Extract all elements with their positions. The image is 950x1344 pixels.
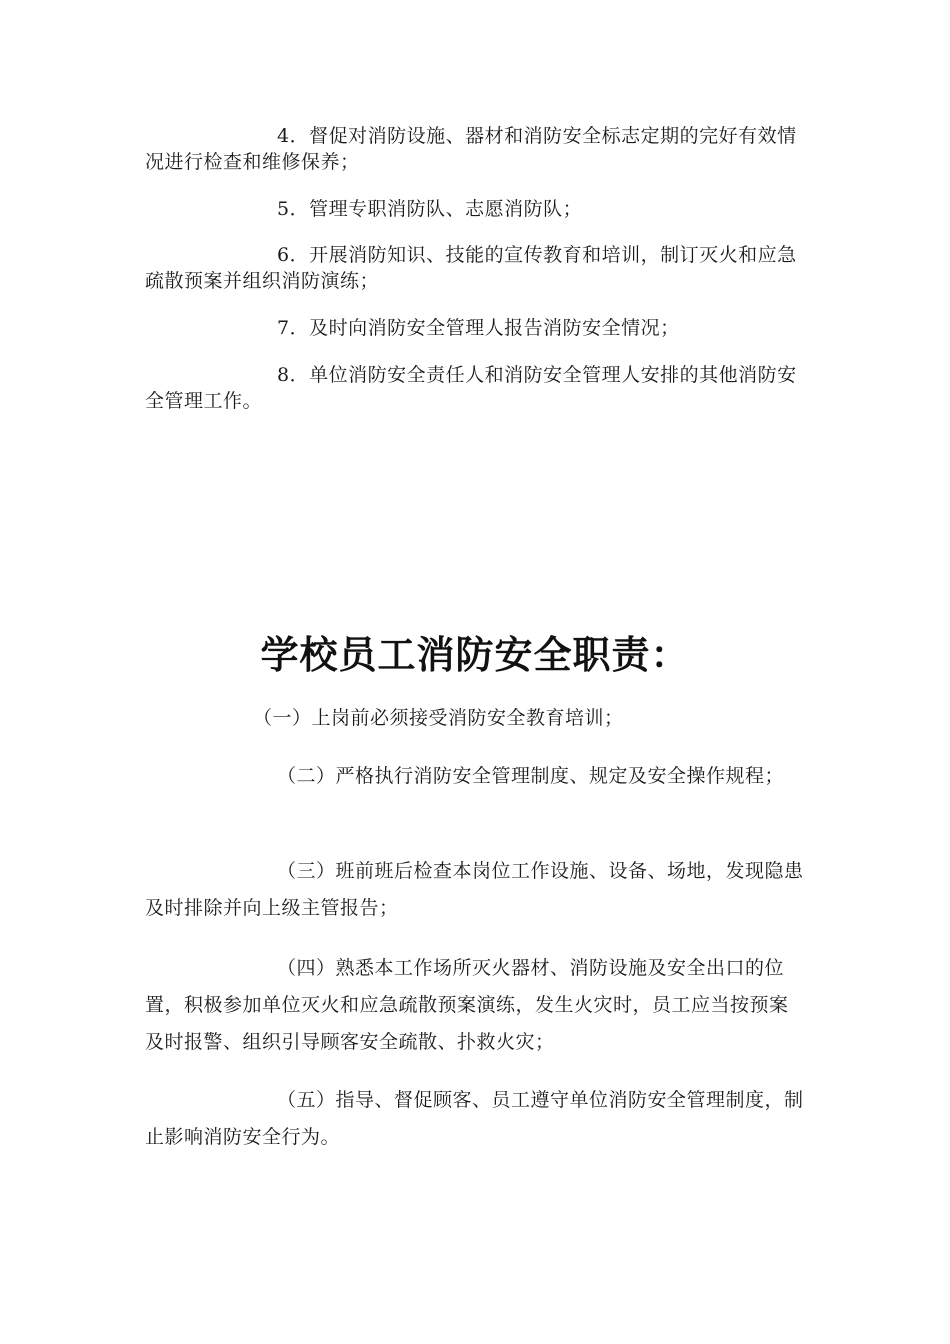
staff-duty-5: （五）指导、督促顾客、员工遵守单位消防安全管理制度，制止影响消防安全行为。 [145,1089,804,1148]
manager-duty-5: 5．管理专职消防队、志愿消防队； [277,198,583,220]
staff-duty-2: （二）严格执行消防安全管理制度、规定及安全操作规程； [277,765,785,787]
staff-section-title: 学校员工消防安全职责： [260,633,690,677]
manager-duty-4: 4．督促对消防设施、器材和消防安全标志定期的完好有效情况进行检查和维修保养； [145,125,797,173]
staff-duty-1: （一）上岗前必须接受消防安全教育培训； [253,707,624,729]
manager-duty-6: 6．开展消防知识、技能的宣传教育和培训，制订灭火和应急疏散预案并组织消防演练； [145,244,797,292]
staff-duty-4: （四）熟悉本工作场所灭火器材、消防设施及安全出口的位置，积极参加单位灭火和应急疏散预案演练，发生火灾时，员工应当按预案及时报警、组织引导顾客安全疏散、扑救火灾； [145,957,789,1053]
manager-duty-8: 8．单位消防安全责任人和消防安全管理人安排的其他消防安全管理工作。 [145,364,797,412]
manager-duty-7: 7．及时向消防安全管理人报告消防安全情况； [277,317,680,339]
staff-duty-3: （三）班前班后检查本岗位工作设施、设备、场地，发现隐患及时排除并向上级主管报告； [145,860,804,919]
